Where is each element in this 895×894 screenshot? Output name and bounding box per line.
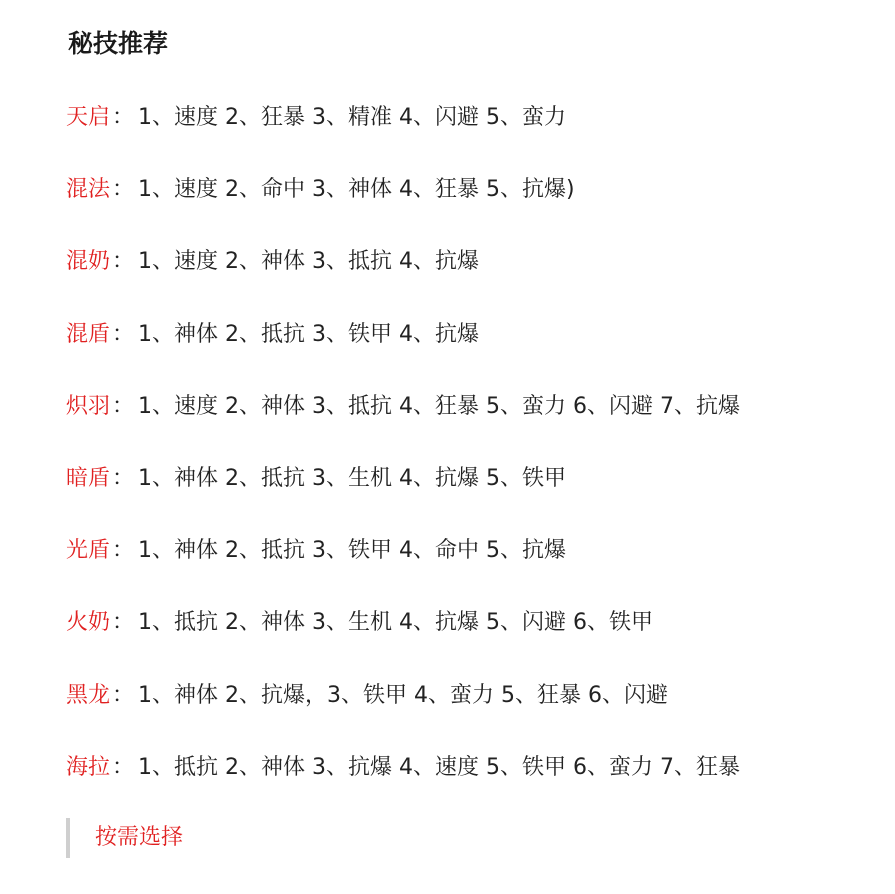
skill-order: 1、神体 2、抵抗 3、铁甲 4、命中 5、抗爆 [138,538,566,564]
separator: ： [112,754,135,780]
recommendation-list [66,100,740,822]
recommendation-item [66,244,740,280]
skill-order: 1、速度 2、神体 3、抵抗 4、抗爆 [138,249,479,275]
separator: ： [112,682,135,708]
class-name: 光盾 [66,538,111,564]
recommendation-item [66,750,740,786]
separator: ： [112,177,135,203]
skill-order: 1、速度 2、狂暴 3、精准 4、闪避 5、蛮力 [138,105,566,130]
note-quote [66,818,183,858]
separator: ： [112,249,135,275]
skill-order: 1、神体 2、抗爆，3、铁甲 4、蛮力 5、狂暴 6、闪避 [138,682,668,708]
class-name: 火奶 [66,610,111,636]
class-name: 天启 [66,105,111,130]
skill-order: 1、抵抗 2、神体 3、生机 4、抗爆 5、闪避 6、铁甲 [138,610,653,636]
recommendation-item [66,678,740,714]
recommendation-item [66,100,740,136]
class-name: 炽羽 [66,393,111,419]
recommendation-item [66,389,740,425]
skill-order: 1、神体 2、抵抗 3、生机 4、抗爆 5、铁甲 [138,465,566,491]
section-title: 秘技推荐 [68,29,169,58]
class-name: 混奶 [66,249,111,275]
class-name: 混盾 [66,321,111,347]
skill-order: 1、神体 2、抵抗 3、铁甲 4、抗爆 [138,321,479,347]
class-name: 海拉 [66,754,111,780]
recommendation-item [66,533,740,569]
recommendation-item [66,461,740,497]
note-text: 按需选择 [95,825,184,850]
class-name: 黑龙 [66,682,111,708]
separator: ： [112,610,135,636]
separator: ： [112,465,135,491]
separator: ： [112,105,135,130]
skill-order: 1、速度 2、神体 3、抵抗 4、狂暴 5、蛮力 6、闪避 7、抗爆 [138,393,740,419]
separator: ： [112,393,135,419]
recommendation-item [66,317,740,353]
recommendation-item [66,605,740,641]
recommendation-item [66,172,740,208]
separator: ： [112,538,135,564]
skill-order: 1、抵抗 2、神体 3、抗爆 4、速度 5、铁甲 6、蛮力 7、狂暴 [138,754,740,780]
class-name: 暗盾 [66,465,111,491]
class-name: 混法 [66,177,111,203]
skill-order: 1、速度 2、命中 3、神体 4、狂暴 5、抗爆) [138,177,575,203]
separator: ： [112,321,135,347]
